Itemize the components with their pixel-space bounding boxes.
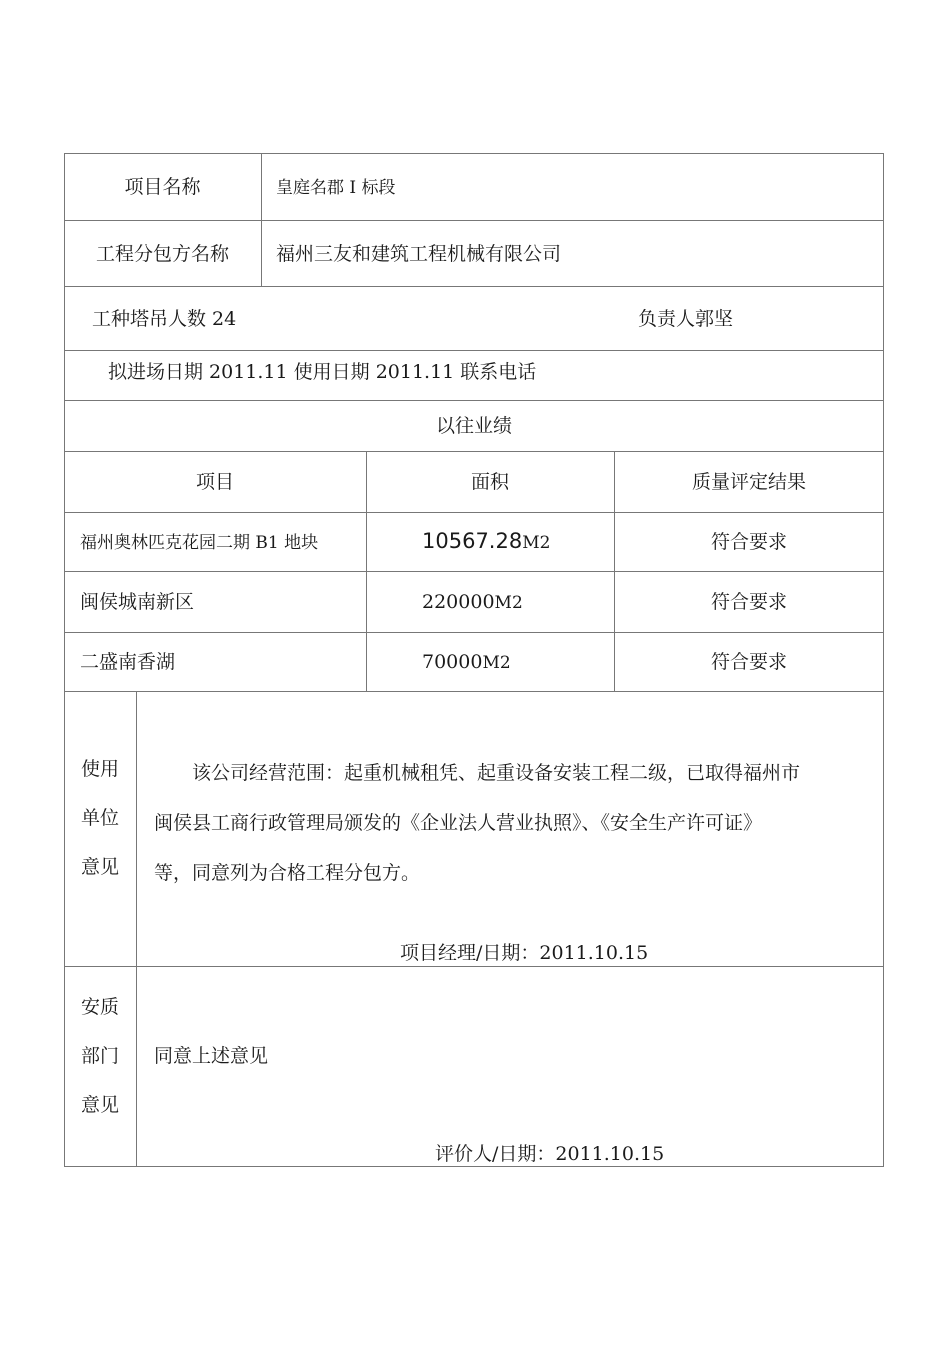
past-performance-heading: 以往业绩 [435,415,512,437]
project-name-value: 皇庭名郡 I 标段 [276,178,396,198]
header-area: 面积 [470,471,509,493]
unit-opinion-line: 该公司经营范围：起重机械租凭、起重设备安装工程二级，已取得福州市 [192,762,801,784]
table-row-area [422,650,511,675]
area-unit: M2 [482,653,511,673]
responsible-person: 负责人郭坚 [638,308,734,330]
row-divider [64,691,884,692]
header-project: 项目 [195,471,234,493]
unit-opinion-label-2: 单位 [80,807,119,829]
subcontractor-label: 工程分包方名称 [95,243,229,265]
row-divider [64,286,884,287]
col-divider [261,153,262,286]
safety-opinion-text: 同意上述意见 [154,1045,269,1067]
unit-opinion-text [154,748,878,898]
row-divider [64,571,884,572]
area-number: 10567.28 [422,529,523,553]
row-divider [64,400,884,401]
dates-contact: 拟进场日期 2011.11 使用日期 2011.11 联系电话 [108,361,537,383]
table-row-area [422,529,550,555]
safety-opinion-label-3: 意见 [80,1094,119,1116]
table-row-result: 符合要求 [710,591,787,613]
row-divider [64,966,884,967]
unit-opinion-label-3: 意见 [80,856,119,878]
row-divider [64,512,884,513]
row-divider [64,632,884,633]
area-number: 70000 [422,651,483,673]
safety-opinion-label-2: 部门 [80,1045,119,1067]
row-divider [64,451,884,452]
unit-opinion-label-1: 使用 [80,758,119,780]
col-divider [136,691,137,1167]
project-name-label: 项目名称 [124,176,201,198]
subcontractor-value: 福州三友和建筑工程机械有限公司 [276,243,562,265]
unit-opinion-line: 闽侯县工商行政管理局颁发的《企业法人营业执照》、《安全生产许可证》 [154,812,763,834]
row-divider [64,220,884,221]
unit-opinion-line: 等，同意列为合格工程分包方。 [154,862,421,884]
area-unit: M2 [494,593,523,613]
table-row-project: 二盛南香湖 [80,651,176,673]
area-number: 220000 [422,591,495,613]
table-row-project: 闽侯城南新区 [80,591,195,613]
table-row-result: 符合要求 [710,651,787,673]
table-row-result: 符合要求 [710,531,787,553]
area-unit: M2 [522,533,551,553]
worker-count: 工种塔吊人数 24 [92,308,237,330]
row-divider [64,350,884,351]
evaluator-signature: 评价人/日期：2011.10.15 [435,1143,665,1165]
safety-opinion-label-1: 安质 [80,996,119,1018]
table-row-area [422,590,523,615]
project-manager-signature: 项目经理/日期：2011.10.15 [400,942,649,964]
table-row-project: 福州奥林匹克花园二期 B1 地块 [80,533,319,553]
header-quality: 质量评定结果 [691,471,806,493]
